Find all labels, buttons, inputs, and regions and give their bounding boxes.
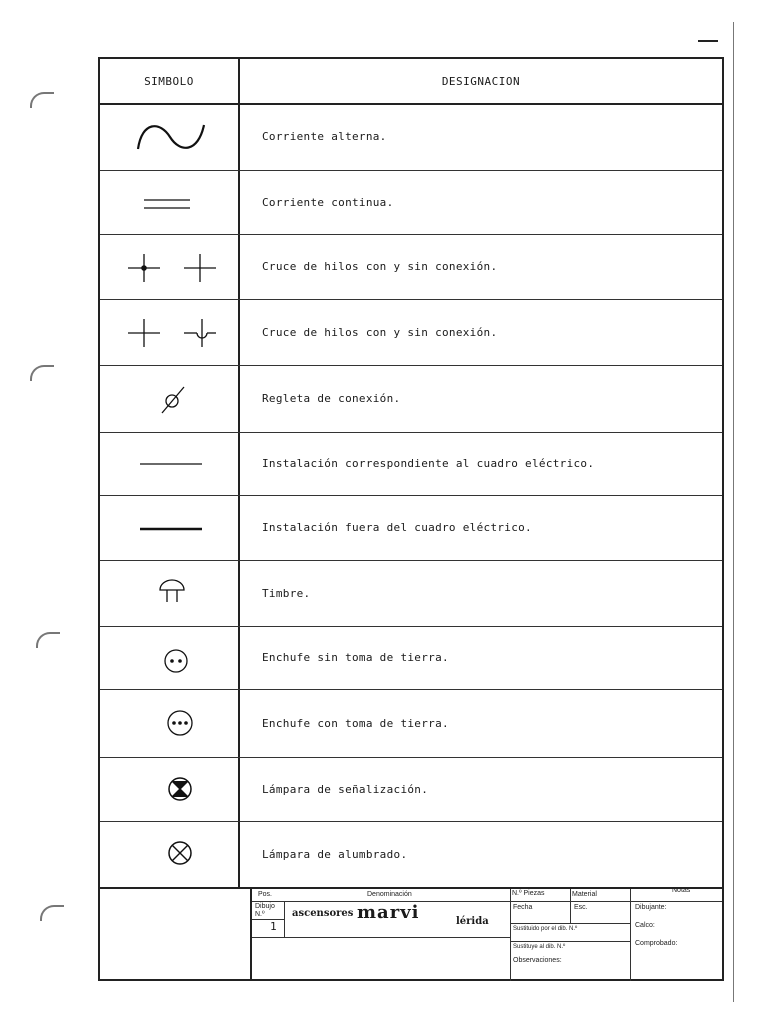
table-row <box>100 432 722 496</box>
row-label: Timbre. <box>262 586 311 600</box>
fecha-label: Fecha <box>513 904 533 911</box>
socket-three-pin-icon <box>100 689 238 757</box>
row-label: Enchufe sin toma de tierra. <box>262 651 449 664</box>
row-label: Lámpara de alumbrado. <box>262 847 408 861</box>
table-row <box>100 170 722 235</box>
drawing-number: 1 <box>270 920 277 933</box>
table-row <box>100 365 722 433</box>
row-label: Instalación correspondiente al cuadro eléctrico. <box>262 457 595 470</box>
dibujante-label: Dibujante: <box>635 904 667 911</box>
brand-name: marvi <box>357 902 420 923</box>
thick-line-icon <box>100 495 238 560</box>
terminal-strip-icon <box>100 365 238 432</box>
sustituido-label: Sustituido por el dib. N.º <box>513 926 578 932</box>
comprobado-label: Comprobado: <box>635 940 678 947</box>
punch-hole-mark <box>40 905 64 921</box>
wire-crossing-bridge-icon <box>100 299 238 365</box>
symbol-legend-sheet <box>98 57 724 981</box>
direct-current-icon <box>100 170 238 234</box>
row-label: Regleta de conexión. <box>262 392 401 405</box>
table-row <box>100 757 722 822</box>
table-row <box>100 103 722 171</box>
n-piezas-label: N.º Piezas <box>512 890 545 897</box>
table-row <box>100 626 722 690</box>
column-header-designacion: DESIGNACION <box>441 74 521 88</box>
thin-line-icon <box>100 432 238 495</box>
table-row <box>100 495 722 561</box>
title-block-fields <box>252 889 722 981</box>
table-row <box>100 234 722 300</box>
brand-prefix: ascensores <box>292 908 354 919</box>
signal-lamp-icon <box>100 757 238 821</box>
table-row <box>100 560 722 627</box>
table-row <box>100 689 722 758</box>
socket-two-pin-icon <box>100 626 238 689</box>
title-block <box>100 887 722 981</box>
observaciones-label: Observaciones: <box>513 957 562 964</box>
row-label: Lámpara de señalización. <box>262 782 429 796</box>
punch-hole-mark <box>30 92 54 108</box>
bell-icon <box>100 560 238 626</box>
table-row <box>100 299 722 366</box>
esc-label: Esc. <box>574 904 588 911</box>
row-label: Enchufe con toma de tierra. <box>262 716 449 730</box>
top-margin-mark <box>698 40 718 42</box>
row-label: Cruce de hilos con y sin conexión. <box>262 325 498 339</box>
pos-label: Pos. <box>258 891 273 898</box>
sustituye-label: Sustituye al dib. N.º <box>513 944 566 950</box>
notas-label: Notas <box>672 887 691 894</box>
calco-label: Calco: <box>635 922 655 929</box>
wire-crossing-connected-icon <box>100 234 238 299</box>
row-label: Cruce de hilos con y sin conexión. <box>262 260 498 273</box>
table-row <box>100 821 722 887</box>
punch-hole-mark <box>30 365 54 381</box>
punch-hole-mark <box>36 632 60 648</box>
lighting-lamp-icon <box>100 821 238 887</box>
denominacion-label: Denominación <box>367 891 412 898</box>
page-edge-line <box>733 22 734 1002</box>
table-header <box>100 59 722 105</box>
row-label: Corriente alterna. <box>262 130 387 143</box>
alternating-current-icon <box>100 103 238 170</box>
dibujo-label: Dibujo <box>255 903 275 910</box>
material-label: Material <box>572 891 597 898</box>
row-label: Corriente continua. <box>262 195 394 209</box>
brand-city: lérida <box>456 916 489 927</box>
column-header-simbolo: SIMBOLO <box>144 74 194 88</box>
row-label: Instalación fuera del cuadro eléctrico. <box>262 521 532 534</box>
dibujo-n-label: N.º <box>255 911 265 918</box>
